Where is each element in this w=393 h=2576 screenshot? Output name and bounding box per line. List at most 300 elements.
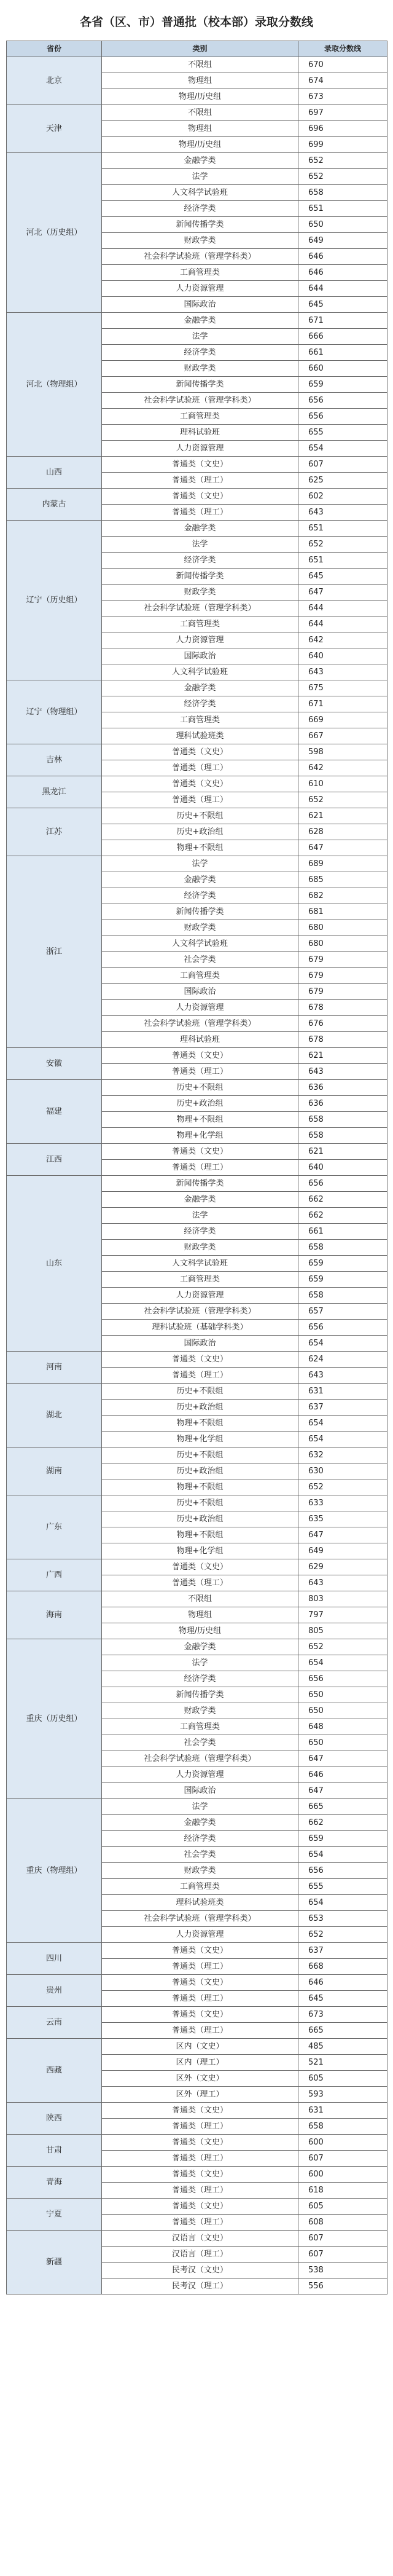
province-cell: 河北（历史组） [7, 153, 102, 313]
score-cell: 656 [298, 1176, 387, 1192]
province-cell: 贵州 [7, 1975, 102, 2007]
score-cell: 637 [298, 1400, 387, 1416]
score-cell: 651 [298, 201, 387, 217]
category-cell: 法学 [102, 169, 298, 185]
category-cell: 物理/历史组 [102, 89, 298, 105]
score-cell: 656 [298, 1320, 387, 1336]
score-cell: 658 [298, 1240, 387, 1256]
category-cell: 社会学类 [102, 1847, 298, 1863]
score-cell: 644 [298, 616, 387, 632]
score-cell: 621 [298, 1048, 387, 1064]
category-cell: 工商管理类 [102, 712, 298, 728]
score-cell: 607 [298, 2231, 387, 2247]
province-cell: 云南 [7, 2007, 102, 2039]
category-cell: 新闻传播学类 [102, 1687, 298, 1703]
province-cell: 内蒙古 [7, 489, 102, 521]
score-cell: 630 [298, 1463, 387, 1479]
header-category: 类别 [102, 41, 298, 57]
score-cell: 607 [298, 2247, 387, 2263]
table-row [7, 489, 387, 505]
table-row [7, 1591, 387, 1607]
header-score: 录取分数线 [298, 41, 387, 57]
score-cell: 646 [298, 265, 387, 281]
category-cell: 新闻传播学类 [102, 217, 298, 233]
province-cell: 福建 [7, 1080, 102, 1144]
province-cell: 西藏 [7, 2039, 102, 2103]
category-cell: 金融学类 [102, 1639, 298, 1655]
category-cell: 人力资源管理 [102, 1288, 298, 1304]
score-cell: 651 [298, 521, 387, 537]
category-cell: 普通类（理工） [102, 1160, 298, 1176]
category-cell: 民考汉（理工） [102, 2279, 298, 2294]
score-cell: 668 [298, 1959, 387, 1975]
score-cell: 640 [298, 648, 387, 664]
category-cell: 普通类（文史） [102, 2199, 298, 2215]
score-cell: 658 [298, 1288, 387, 1304]
score-cell: 632 [298, 1448, 387, 1463]
score-cell: 665 [298, 1799, 387, 1815]
score-cell: 625 [298, 473, 387, 489]
category-cell: 法学 [102, 856, 298, 872]
score-cell: 636 [298, 1096, 387, 1112]
category-cell: 新闻传播学类 [102, 904, 298, 920]
table-row [7, 1176, 387, 1192]
category-cell: 法学 [102, 1655, 298, 1671]
score-cell: 678 [298, 1032, 387, 1048]
category-cell: 普通类（文史） [102, 1144, 298, 1160]
score-cell: 658 [298, 1128, 387, 1144]
province-cell: 河南 [7, 1352, 102, 1384]
category-cell: 经济学类 [102, 1224, 298, 1240]
score-cell: 659 [298, 1256, 387, 1272]
table-row [7, 1495, 387, 1511]
table-row [7, 856, 387, 872]
category-cell: 普通类（文史） [102, 1943, 298, 1959]
category-cell: 民考汉（文史） [102, 2263, 298, 2279]
category-cell: 工商管理类 [102, 616, 298, 632]
table-row [7, 808, 387, 824]
score-cell: 646 [298, 1975, 387, 1991]
score-table [6, 41, 387, 2294]
score-cell: 689 [298, 856, 387, 872]
score-cell: 648 [298, 1719, 387, 1735]
category-cell: 人力资源管理 [102, 281, 298, 297]
score-cell: 649 [298, 1543, 387, 1559]
score-cell: 679 [298, 952, 387, 968]
page [6, 0, 387, 2294]
category-cell: 理科试验班（基础学科类） [102, 1320, 298, 1336]
score-cell: 659 [298, 1272, 387, 1288]
score-cell: 652 [298, 153, 387, 169]
category-cell: 历史+政治组 [102, 1511, 298, 1527]
table-row [7, 2103, 387, 2119]
score-cell: 678 [298, 1000, 387, 1016]
score-cell: 654 [298, 1416, 387, 1432]
category-cell: 工商管理类 [102, 968, 298, 984]
category-cell: 经济学类 [102, 1831, 298, 1847]
score-cell: 656 [298, 393, 387, 409]
score-cell: 646 [298, 249, 387, 265]
category-cell: 物理组 [102, 73, 298, 89]
category-cell: 经济学类 [102, 1671, 298, 1687]
score-cell: 659 [298, 1831, 387, 1847]
score-cell: 667 [298, 728, 387, 744]
score-cell: 679 [298, 984, 387, 1000]
score-cell: 598 [298, 744, 387, 760]
category-cell: 理科试验班类 [102, 1895, 298, 1911]
score-cell: 650 [298, 1687, 387, 1703]
category-cell: 理科试验班 [102, 1032, 298, 1048]
score-cell: 699 [298, 137, 387, 153]
score-cell: 600 [298, 2167, 387, 2183]
score-cell: 635 [298, 1511, 387, 1527]
table-row [7, 153, 387, 169]
province-cell: 重庆（物理组） [7, 1799, 102, 1943]
score-cell: 651 [298, 553, 387, 569]
score-cell: 647 [298, 585, 387, 601]
category-cell: 人力资源管理 [102, 1767, 298, 1783]
score-cell: 669 [298, 712, 387, 728]
score-cell: 645 [298, 297, 387, 313]
category-cell: 普通类（理工） [102, 505, 298, 521]
category-cell: 普通类（文史） [102, 2103, 298, 2119]
table-row [7, 680, 387, 696]
score-cell: 643 [298, 1368, 387, 1384]
province-cell: 辽宁（物理组） [7, 680, 102, 744]
score-cell: 652 [298, 1479, 387, 1495]
category-cell: 普通类（理工） [102, 2183, 298, 2199]
category-cell: 人文科学试验班 [102, 1256, 298, 1272]
category-cell: 历史+不限组 [102, 808, 298, 824]
page-title: 各省（区、市）普通批（校本部）录取分数线 [79, 15, 313, 29]
category-cell: 法学 [102, 537, 298, 553]
category-cell: 工商管理类 [102, 1272, 298, 1288]
score-cell: 681 [298, 904, 387, 920]
province-cell: 吉林 [7, 744, 102, 776]
score-cell: 605 [298, 2071, 387, 2087]
category-cell: 普通类（理工） [102, 473, 298, 489]
category-cell: 普通类（理工） [102, 1368, 298, 1384]
category-cell: 普通类（理工） [102, 792, 298, 808]
category-cell: 汉语言（理工） [102, 2247, 298, 2263]
table-row [7, 776, 387, 792]
score-cell: 647 [298, 1751, 387, 1767]
category-cell: 普通类（文史） [102, 457, 298, 473]
score-cell: 662 [298, 1815, 387, 1831]
score-cell: 682 [298, 888, 387, 904]
province-cell: 陕西 [7, 2103, 102, 2135]
table-row [7, 1384, 387, 1400]
score-cell: 659 [298, 377, 387, 393]
category-cell: 历史+不限组 [102, 1080, 298, 1096]
category-cell: 法学 [102, 1799, 298, 1815]
category-cell: 区内（文史） [102, 2039, 298, 2055]
category-cell: 物理+不限组 [102, 1112, 298, 1128]
province-cell: 广西 [7, 1559, 102, 1591]
score-cell: 673 [298, 2007, 387, 2023]
score-cell: 521 [298, 2055, 387, 2071]
category-cell: 财政学类 [102, 361, 298, 377]
category-cell: 经济学类 [102, 888, 298, 904]
table-row [7, 57, 387, 73]
score-cell: 608 [298, 2215, 387, 2231]
category-cell: 普通类（理工） [102, 1959, 298, 1975]
category-cell: 国际政治 [102, 297, 298, 313]
province-cell: 新疆 [7, 2231, 102, 2294]
category-cell: 社会科学试验班（管理学科类） [102, 1016, 298, 1032]
score-cell: 485 [298, 2039, 387, 2055]
category-cell: 普通类（文史） [102, 489, 298, 505]
table-row [7, 1144, 387, 1160]
table-row [7, 2167, 387, 2183]
province-cell: 辽宁（历史组） [7, 521, 102, 680]
table-body [7, 57, 387, 2294]
province-cell: 安徽 [7, 1048, 102, 1080]
score-cell: 658 [298, 1112, 387, 1128]
score-cell: 538 [298, 2263, 387, 2279]
category-cell: 人文科学试验班 [102, 185, 298, 201]
score-cell: 633 [298, 1495, 387, 1511]
category-cell: 法学 [102, 1208, 298, 1224]
category-cell: 普通类（理工） [102, 1064, 298, 1080]
category-cell: 金融学类 [102, 521, 298, 537]
category-cell: 历史+政治组 [102, 824, 298, 840]
score-cell: 637 [298, 1943, 387, 1959]
table-row [7, 457, 387, 473]
score-cell: 657 [298, 1304, 387, 1320]
category-cell: 社会科学试验班（管理学科类） [102, 249, 298, 265]
score-cell: 654 [298, 1895, 387, 1911]
province-cell: 河北（物理组） [7, 313, 102, 457]
category-cell: 金融学类 [102, 153, 298, 169]
category-cell: 财政学类 [102, 233, 298, 249]
category-cell: 物理组 [102, 121, 298, 137]
province-cell: 广东 [7, 1495, 102, 1559]
category-cell: 历史+政治组 [102, 1096, 298, 1112]
category-cell: 财政学类 [102, 920, 298, 936]
category-cell: 普通类（文史） [102, 1048, 298, 1064]
score-cell: 642 [298, 632, 387, 648]
table-row [7, 1352, 387, 1368]
province-cell: 天津 [7, 105, 102, 153]
score-cell: 679 [298, 968, 387, 984]
category-cell: 经济学类 [102, 201, 298, 217]
category-cell: 普通类（文史） [102, 2167, 298, 2183]
score-cell: 658 [298, 2119, 387, 2135]
category-cell: 社会科学试验班（管理学科类） [102, 601, 298, 616]
score-cell: 602 [298, 489, 387, 505]
category-cell: 普通类（理工） [102, 2151, 298, 2167]
score-cell: 652 [298, 1927, 387, 1943]
table-row [7, 1639, 387, 1655]
category-cell: 人力资源管理 [102, 441, 298, 457]
category-cell: 人力资源管理 [102, 1000, 298, 1016]
category-cell: 不限组 [102, 57, 298, 73]
table-row [7, 1080, 387, 1096]
category-cell: 财政学类 [102, 585, 298, 601]
category-cell: 金融学类 [102, 680, 298, 696]
score-cell: 621 [298, 1144, 387, 1160]
province-cell: 青海 [7, 2167, 102, 2199]
score-cell: 661 [298, 1224, 387, 1240]
category-cell: 不限组 [102, 105, 298, 121]
table-row [7, 521, 387, 537]
category-cell: 财政学类 [102, 1240, 298, 1256]
score-cell: 645 [298, 1991, 387, 2007]
category-cell: 经济学类 [102, 696, 298, 712]
table-row [7, 2231, 387, 2247]
province-cell: 黑龙江 [7, 776, 102, 808]
score-cell: 556 [298, 2279, 387, 2294]
category-cell: 物理+化学组 [102, 1128, 298, 1144]
category-cell: 工商管理类 [102, 1879, 298, 1895]
province-cell: 江西 [7, 1144, 102, 1176]
score-cell: 593 [298, 2087, 387, 2103]
score-cell: 650 [298, 1703, 387, 1719]
score-cell: 628 [298, 824, 387, 840]
score-cell: 646 [298, 1767, 387, 1783]
province-cell: 江苏 [7, 808, 102, 856]
score-cell: 696 [298, 121, 387, 137]
table-row [7, 2135, 387, 2151]
score-cell: 697 [298, 105, 387, 121]
category-cell: 人文科学试验班 [102, 664, 298, 680]
score-cell: 675 [298, 680, 387, 696]
score-cell: 676 [298, 1016, 387, 1032]
table-row [7, 313, 387, 329]
category-cell: 普通类（文史） [102, 744, 298, 760]
score-cell: 642 [298, 760, 387, 776]
category-cell: 新闻传播学类 [102, 377, 298, 393]
score-cell: 618 [298, 2183, 387, 2199]
category-cell: 国际政治 [102, 984, 298, 1000]
category-cell: 新闻传播学类 [102, 1176, 298, 1192]
score-cell: 640 [298, 1160, 387, 1176]
score-cell: 670 [298, 57, 387, 73]
score-cell: 647 [298, 1783, 387, 1799]
table-row [7, 1559, 387, 1575]
category-cell: 历史+不限组 [102, 1448, 298, 1463]
score-cell: 607 [298, 457, 387, 473]
category-cell: 普通类（理工） [102, 760, 298, 776]
category-cell: 金融学类 [102, 872, 298, 888]
score-cell: 650 [298, 1735, 387, 1751]
category-cell: 普通类（文史） [102, 2007, 298, 2023]
table-row [7, 105, 387, 121]
category-cell: 普通类（理工） [102, 1991, 298, 2007]
score-cell: 656 [298, 409, 387, 425]
category-cell: 工商管理类 [102, 409, 298, 425]
score-cell: 624 [298, 1352, 387, 1368]
province-cell: 浙江 [7, 856, 102, 1048]
score-cell: 658 [298, 185, 387, 201]
score-cell: 645 [298, 569, 387, 585]
category-cell: 工商管理类 [102, 265, 298, 281]
score-cell: 652 [298, 537, 387, 553]
category-cell: 物理/历史组 [102, 1623, 298, 1639]
header-row [7, 41, 387, 57]
category-cell: 区内（理工） [102, 2055, 298, 2071]
province-cell: 北京 [7, 57, 102, 105]
category-cell: 社会学类 [102, 952, 298, 968]
category-cell: 区外（文史） [102, 2071, 298, 2087]
category-cell: 普通类（理工） [102, 2215, 298, 2231]
score-cell: 654 [298, 1336, 387, 1352]
table-row [7, 1448, 387, 1463]
score-cell: 631 [298, 2103, 387, 2119]
category-cell: 不限组 [102, 1591, 298, 1607]
category-cell: 新闻传播学类 [102, 569, 298, 585]
category-cell: 物理+不限组 [102, 1416, 298, 1432]
table-row [7, 2199, 387, 2215]
score-cell: 654 [298, 1847, 387, 1863]
category-cell: 理科试验班 [102, 425, 298, 441]
category-cell: 物理+化学组 [102, 1432, 298, 1448]
category-cell: 金融学类 [102, 1815, 298, 1831]
category-cell: 法学 [102, 329, 298, 345]
table-row [7, 1799, 387, 1815]
province-cell: 四川 [7, 1943, 102, 1975]
score-cell: 656 [298, 1671, 387, 1687]
category-cell: 金融学类 [102, 313, 298, 329]
category-cell: 人文科学试验班 [102, 936, 298, 952]
category-cell: 社会科学试验班（管理学科类） [102, 1911, 298, 1927]
score-cell: 652 [298, 792, 387, 808]
table-header [7, 41, 387, 57]
category-cell: 财政学类 [102, 1703, 298, 1719]
category-cell: 经济学类 [102, 345, 298, 361]
category-cell: 财政学类 [102, 1863, 298, 1879]
category-cell: 普通类（文史） [102, 2135, 298, 2151]
province-cell: 海南 [7, 1591, 102, 1639]
score-cell: 654 [298, 1655, 387, 1671]
category-cell: 区外（理工） [102, 2087, 298, 2103]
score-cell: 647 [298, 1527, 387, 1543]
score-cell: 662 [298, 1192, 387, 1208]
score-cell: 671 [298, 313, 387, 329]
category-cell: 物理组 [102, 1607, 298, 1623]
category-cell: 历史+不限组 [102, 1384, 298, 1400]
category-cell: 物理+化学组 [102, 1543, 298, 1559]
category-cell: 物理+不限组 [102, 1479, 298, 1495]
score-cell: 607 [298, 2151, 387, 2167]
score-cell: 643 [298, 1575, 387, 1591]
score-cell: 654 [298, 1432, 387, 1448]
category-cell: 人力资源管理 [102, 1927, 298, 1943]
score-cell: 674 [298, 73, 387, 89]
category-cell: 普通类（理工） [102, 1575, 298, 1591]
category-cell: 经济学类 [102, 553, 298, 569]
score-cell: 653 [298, 1911, 387, 1927]
category-cell: 普通类（文史） [102, 776, 298, 792]
score-cell: 805 [298, 1623, 387, 1639]
score-cell: 643 [298, 1064, 387, 1080]
score-cell: 629 [298, 1559, 387, 1575]
category-cell: 国际政治 [102, 648, 298, 664]
score-cell: 654 [298, 441, 387, 457]
score-cell: 650 [298, 217, 387, 233]
category-cell: 历史+政治组 [102, 1463, 298, 1479]
province-cell: 宁夏 [7, 2199, 102, 2231]
category-cell: 普通类（理工） [102, 2119, 298, 2135]
score-cell: 643 [298, 664, 387, 680]
score-cell: 631 [298, 1384, 387, 1400]
category-cell: 普通类（文史） [102, 1559, 298, 1575]
category-cell: 普通类（文史） [102, 1975, 298, 1991]
score-cell: 685 [298, 872, 387, 888]
province-cell: 甘肃 [7, 2135, 102, 2167]
category-cell: 普通类（文史） [102, 1352, 298, 1368]
